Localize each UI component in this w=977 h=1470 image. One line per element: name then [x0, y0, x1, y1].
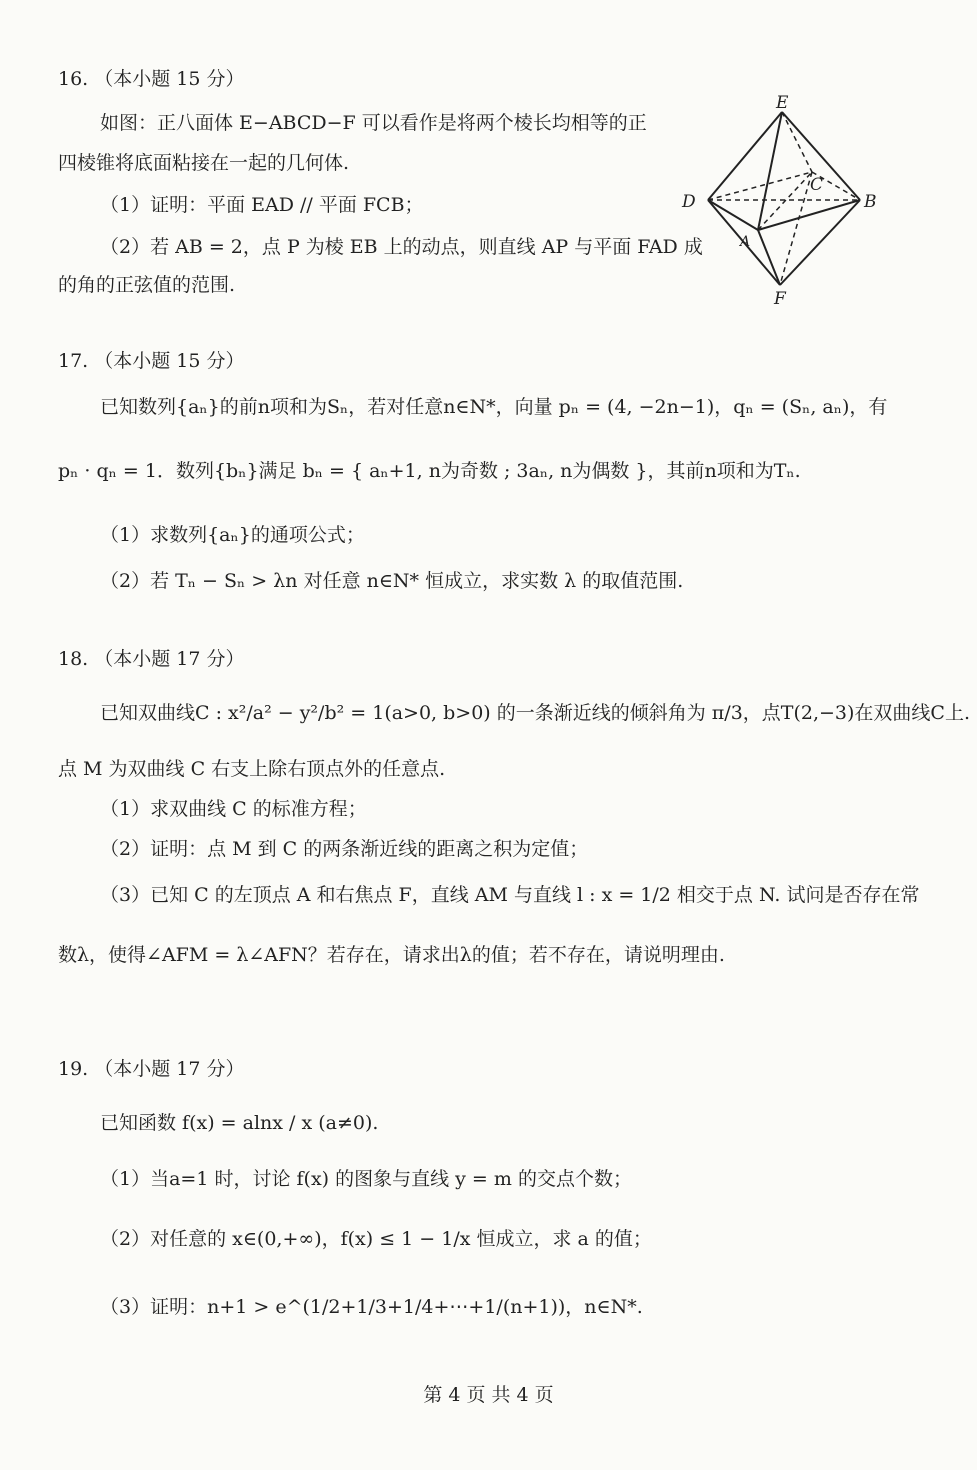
- q16-part2-cont: 的角的正弦值的范围.: [58, 274, 236, 296]
- q16-stem-line2: 四棱锥将底面粘接在一起的几何体.: [58, 152, 350, 174]
- q18-part3: （3）已知 C 的左顶点 A 和右焦点 F，直线 AM 与直线 l : x = 1/2 相交于点 N. 试问是否存在常: [100, 884, 920, 906]
- octahedron-figure: [670, 90, 900, 310]
- q17-stem-line1: 已知数列{aₙ}的前n项和为Sₙ，若对任意n∈N*，向量 pₙ = (4, −2n−1)，qₙ = (Sₙ, aₙ)，有: [100, 396, 888, 418]
- vertex-label-e: E: [776, 93, 789, 113]
- q17-heading: 17. （本小题 15 分）: [58, 350, 245, 372]
- vertex-label-c: C: [810, 175, 824, 195]
- q18-heading: 18. （本小题 17 分）: [58, 648, 245, 670]
- q18-stem-line1: 已知双曲线C : x²/a² − y²/b² = 1(a>0, b>0) 的一条渐近线的倾斜角为 π/3，点T(2,−3)在双曲线C上.: [100, 702, 970, 724]
- vertex-label-a: A: [740, 234, 751, 250]
- page-footer: 第 4 页 共 4 页: [423, 1384, 554, 1406]
- q16-stem-line1: 如图：正八面体 E−ABCD−F 可以看作是将两个棱长均相等的正: [100, 112, 647, 134]
- q18-part2: （2）证明：点 M 到 C 的两条渐近线的距离之积为定值；: [100, 838, 589, 860]
- q17-part2: （2）若 Tₙ − Sₙ > λn 对任意 n∈N* 恒成立，求实数 λ 的取值范围.: [100, 570, 684, 592]
- q16-part1: （1）证明：平面 EAD // 平面 FCB；: [100, 194, 424, 216]
- q18-part3-cont: 数λ，使得∠AFM = λ∠AFN？若存在，请求出λ的值；若不存在，请说明理由.: [58, 944, 725, 966]
- q19-stem: 已知函数 f(x) = alnx / x (a≠0).: [100, 1112, 379, 1134]
- q16-heading: 16. （本小题 15 分）: [58, 68, 245, 90]
- vertex-label-f: F: [774, 289, 786, 309]
- q19-heading: 19. （本小题 17 分）: [58, 1058, 245, 1080]
- q17-part1: （1）求数列{aₙ}的通项公式；: [100, 524, 365, 546]
- vertex-label-b: B: [864, 192, 877, 212]
- q19-part1: （1）当a=1 时，讨论 f(x) 的图象与直线 y = m 的交点个数；: [100, 1168, 632, 1190]
- q19-part3: （3）证明：n+1 > e^(1/2+1/3+1/4+⋯+1/(n+1))，n∈N*.: [100, 1296, 643, 1318]
- q19-part2: （2）对任意的 x∈(0,+∞)，f(x) ≤ 1 − 1/x 恒成立，求 a 的值；: [100, 1228, 652, 1250]
- q16-part2: （2）若 AB = 2，点 P 为棱 EB 上的动点，则直线 AP 与平面 FAD 成: [100, 236, 703, 258]
- q18-part1: （1）求双曲线 C 的标准方程；: [100, 798, 367, 820]
- q17-stem-line2: pₙ · qₙ = 1．数列{bₙ}满足 bₙ = { aₙ+1, n为奇数 ; 3aₙ, n为偶数 }，其前n项和为Tₙ.: [58, 460, 801, 482]
- vertex-label-d: D: [682, 192, 696, 212]
- q18-stem-line2: 点 M 为双曲线 C 右支上除右顶点外的任意点.: [58, 758, 446, 780]
